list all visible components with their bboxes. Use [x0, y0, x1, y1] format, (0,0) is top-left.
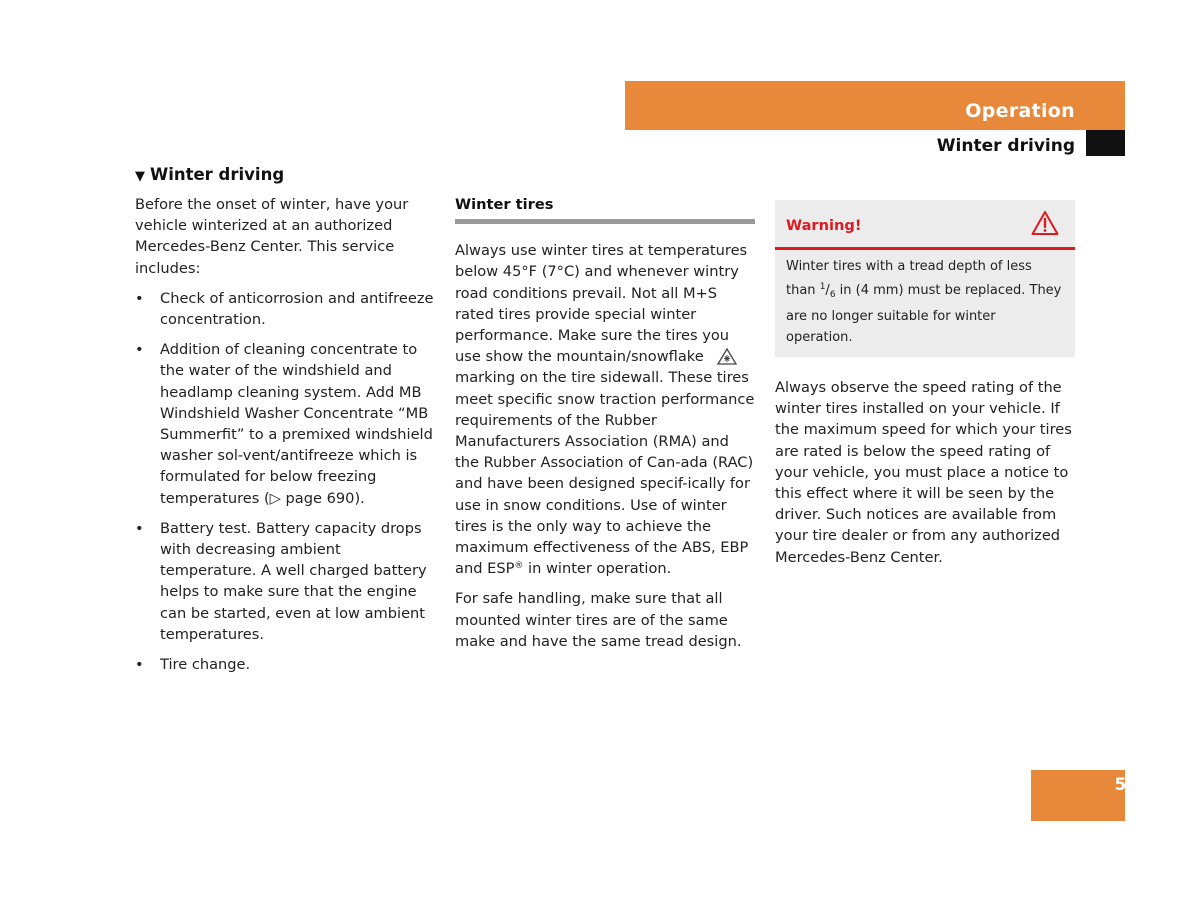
warning-label: Warning!: [786, 217, 862, 234]
column-2: [455, 194, 755, 661]
page-number: 549: [1114, 775, 1150, 795]
warning-header: [775, 200, 1075, 250]
intro-paragraph: Before the onset of winter, have your vehicle winterized at an authorized Mercedes-Benz Center. This service includes:: [135, 196, 409, 277]
column-1: [135, 194, 435, 684]
page-number-box: [1031, 770, 1125, 821]
list-item-text: Check of anticorrosion and antifreeze concentration.: [160, 289, 434, 329]
speed-rating-paragraph: Always observe the speed rating of the winter tires installed on your vehicle. If the maximum speed for which your tires are rated is below the speed rating of your vehicle, you must place a notice to this effect where it will be seen by the driver. Such notices are available from your tire dealer or from any authorized Mercedes-Benz Center.: [775, 379, 1072, 566]
warning-text: [775, 250, 1075, 357]
section-title: Winter driving: [936, 136, 1075, 156]
fraction-numerator: 1: [819, 282, 826, 292]
mountain-snowflake-icon: [716, 347, 738, 365]
list-item-text: Battery test. Battery capacity drops with decreasing ambient temperature. A well charged battery helps to make sure that the engine can be started, even at low ambient temperatures.: [160, 519, 427, 643]
paragraph-text: marking on the tire sidewall. These tires meet specific snow traction performance requirements of the Rubber Manufacturers Association (RMA) and the Rubber Association of Can-ada (RAC) and have been designed specif-ically for use in snow conditions. Use of winter tires is the only way to achieve the maximum effectiveness of the ABS, EBP and ESP: [455, 369, 755, 578]
service-list: [135, 288, 435, 675]
column-3: [775, 200, 1075, 577]
bullet-icon: •: [135, 289, 144, 307]
bullet-icon: •: [135, 341, 144, 359]
paragraph-text: in winter operation.: [523, 560, 672, 578]
warning-triangle-icon: [1031, 210, 1059, 236]
list-item: [135, 654, 435, 675]
chapter-title: Operation: [965, 100, 1075, 122]
paragraph-text: Always use winter tires at temperatures below 45°F (7°C) and whenever wintry road conditions prevail. Not all M+S rated tires provide special winter performance. Make sure the tires you use show the mountain/snowflake: [455, 242, 748, 366]
bullet-icon: •: [135, 656, 144, 674]
warning-text-part: in (4 mm) must be replaced. They are no longer suitable for winter operation.: [786, 283, 1062, 345]
heading-text: Winter driving: [150, 165, 285, 184]
winter-driving-heading: [135, 165, 284, 184]
section-marker-block: [1086, 130, 1125, 156]
list-item: [135, 518, 435, 645]
winter-tires-heading: Winter tires: [455, 194, 755, 224]
list-item: [135, 339, 435, 509]
list-item-text: Tire change.: [160, 656, 251, 674]
safe-handling-paragraph: For safe handling, make sure that all mounted winter tires are of the same make and have the same tread design.: [455, 590, 742, 650]
bullet-icon: •: [135, 519, 144, 537]
heading-triangle-icon: ▼: [135, 169, 145, 184]
warning-text-part: Winter tires with a tread depth of less than: [786, 259, 1032, 298]
warning-box: [775, 200, 1075, 357]
list-item: [135, 288, 435, 330]
fraction-denominator: 6: [829, 290, 836, 300]
winter-tires-paragraph: [455, 240, 755, 579]
fraction-slash: /: [825, 283, 830, 298]
registered-mark: ®: [514, 561, 524, 572]
list-item-text: Addition of cleaning concentrate to the water of the windshield and headlamp cleaning system. Add MB Windshield Washer Concentrate “MB Summerfit” to a premixed windshield washer sol-vent/antifreeze which is formulated for below freezing temperatures (▷ page 690).: [160, 341, 433, 507]
